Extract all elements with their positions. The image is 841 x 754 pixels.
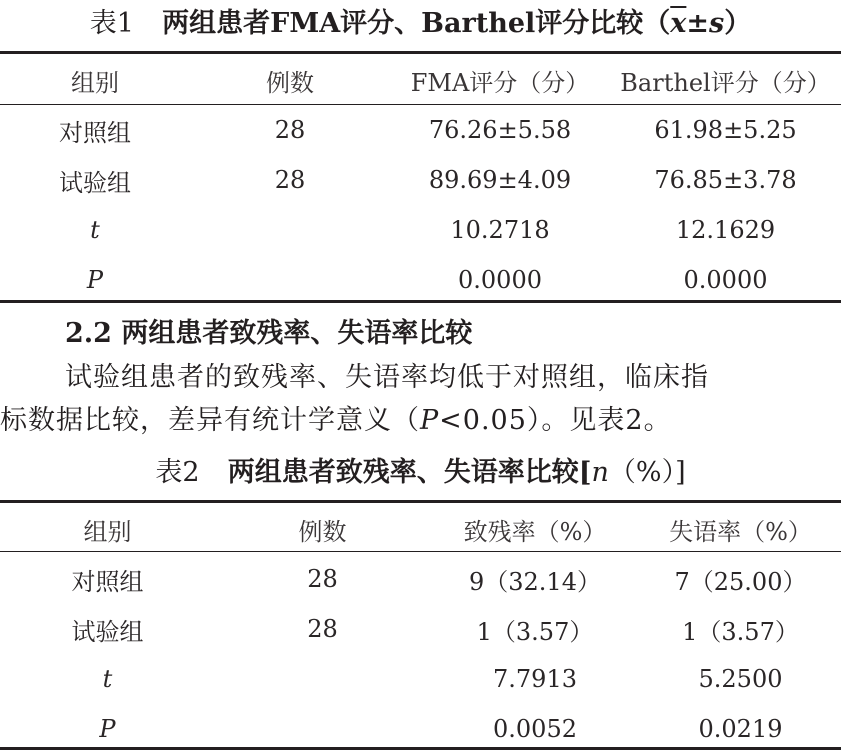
- table1-cell: t: [90, 216, 100, 244]
- table1-cell: 76.85±3.78: [654, 166, 797, 194]
- table-row: [0, 654, 841, 704]
- table2-cell: P: [99, 715, 116, 743]
- table1-cell: 试验组: [59, 168, 131, 197]
- table2-cell: 5.2500: [698, 665, 783, 693]
- paragraph-p-symbol: P: [420, 405, 440, 436]
- table2-cell: t: [102, 665, 113, 693]
- table2-header-row: [0, 504, 841, 554]
- table2-header-cases: 例数: [298, 517, 347, 546]
- table-row: [0, 105, 841, 155]
- table2-cell: 7.7913: [493, 665, 577, 693]
- table1-header-group: 组别: [71, 68, 119, 97]
- table-row: [0, 554, 841, 604]
- table-row: [0, 155, 841, 205]
- table2-caption-close: （%）]: [608, 457, 686, 488]
- table2-cell: [215, 704, 430, 754]
- table1-title: 两组患者FMA评分、Barthel评分比较（: [162, 8, 671, 39]
- table1: [0, 55, 841, 305]
- paragraph-line-2: [0, 405, 841, 437]
- table1-top-rule: [0, 51, 841, 54]
- table1-header-cases: 例数: [266, 68, 314, 97]
- table1-cell: 10.2718: [450, 216, 550, 244]
- table1-header-fma: FMA评分（分）: [410, 68, 590, 97]
- table2-header-aphasia: 失语率（%）: [669, 517, 812, 546]
- table2-cell: 7（25.00）: [674, 567, 807, 596]
- table1-cell: 0.0000: [683, 266, 768, 294]
- table1-header-row: [0, 55, 841, 105]
- table2-cell: 28: [307, 565, 338, 593]
- table1-cell: 12.1629: [675, 216, 776, 244]
- table2-cell: [215, 654, 430, 704]
- table2-header-group: 组别: [83, 517, 132, 546]
- table2-caption: [0, 457, 841, 489]
- table2-cell: 0.0052: [493, 715, 577, 743]
- table2: [0, 504, 841, 754]
- table1-header-barthel: Barthel评分（分）: [620, 68, 831, 97]
- table2-header-disability: 致残率（%）: [463, 517, 607, 546]
- table1-pm-symbol: ±: [686, 8, 709, 39]
- table2-cell: 1（3.57）: [476, 617, 594, 646]
- table2-n-symbol: n: [591, 457, 609, 488]
- table-row: [0, 205, 841, 255]
- table1-cell: 28: [274, 116, 306, 144]
- table1-cell: [190, 205, 390, 255]
- table1-cell: 89.69±4.09: [428, 166, 572, 194]
- table1-cell: 61.98±5.25: [654, 116, 797, 144]
- table-row: [0, 255, 841, 305]
- table1-cell: 对照组: [59, 118, 131, 147]
- table2-cell: 28: [307, 615, 338, 643]
- paragraph-text: <0.05）。见表2。: [439, 405, 672, 436]
- table1-cell: 0.0000: [458, 266, 542, 294]
- table1-cell: 76.26±5.58: [428, 116, 572, 144]
- table2-cell: 1（3.57）: [682, 617, 799, 646]
- paragraph-line-1: 试验组患者的致残率、失语率均低于对照组，临床指: [65, 362, 709, 393]
- paragraph-text: 标数据比较，差异有统计学意义（: [0, 405, 420, 436]
- table2-title: 两组患者致残率、失语率比较[: [227, 457, 592, 488]
- table2-cell: 对照组: [71, 567, 144, 596]
- section-heading: 2.2 两组患者致残率、失语率比较: [65, 318, 473, 349]
- table2-cell: 试验组: [71, 617, 144, 646]
- table-row: [0, 704, 841, 754]
- table2-top-rule: [0, 500, 841, 503]
- table1-mean-symbol: $\overline{x}$: [670, 8, 687, 39]
- table1-caption-close: ）: [724, 8, 752, 39]
- table2-number: 表2: [155, 457, 200, 488]
- table1-number: 表1: [89, 8, 134, 39]
- table2-cell: 0.0219: [698, 715, 783, 743]
- table1-cell: 28: [274, 166, 306, 194]
- table2-cell: 9（32.14）: [469, 567, 601, 596]
- table-row: [0, 604, 841, 654]
- table1-cell: [190, 255, 390, 305]
- table1-caption: [0, 8, 841, 40]
- table1-cell: P: [86, 266, 104, 294]
- table1-sd-symbol: s: [709, 8, 725, 39]
